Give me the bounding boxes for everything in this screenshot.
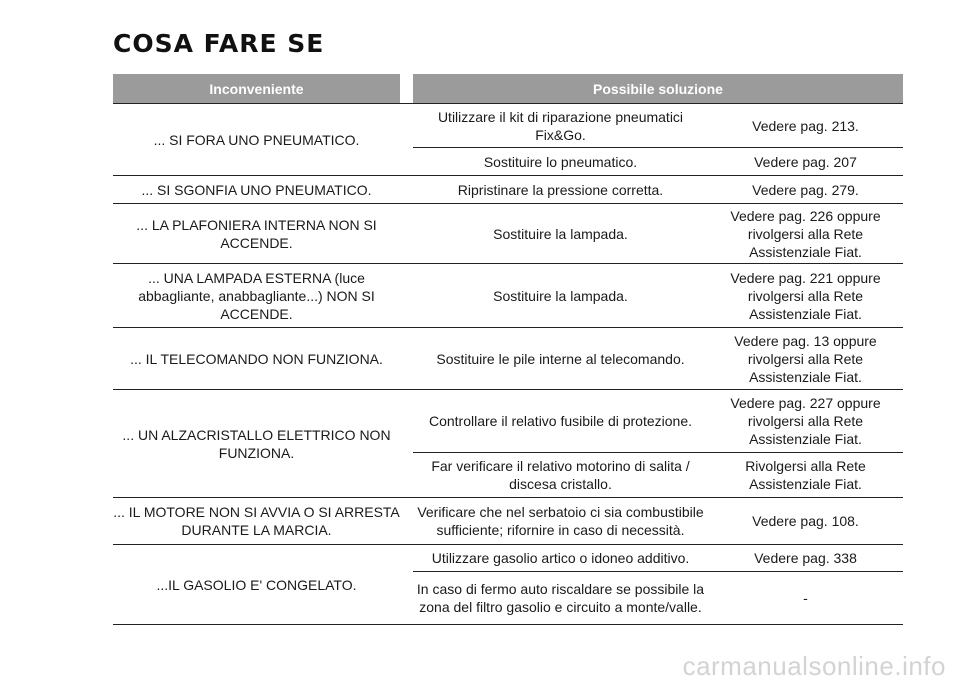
problem-cell: ... LA PLAFONIERA INTERNA NON SI ACCENDE. xyxy=(136,216,377,251)
reference-cell: Vedere pag. 279. xyxy=(752,181,859,198)
watermark: carmanualsonline.info xyxy=(682,651,946,681)
table-bottom-rule xyxy=(113,624,903,625)
solution-cell: Sostituire lo pneumatico. xyxy=(483,153,638,170)
reference-cell: Vedere pag. 207 xyxy=(754,153,857,170)
reference-cell: Vedere pag. 13 oppure rivolgersi alla Rete Assistenziale Fiat. xyxy=(734,332,877,385)
problem-cell: ...IL GASOLIO E' CONGELATO. xyxy=(156,576,357,593)
reference-cell: - xyxy=(803,590,808,606)
reference-cell: Vedere pag. 227 oppure rivolgersi alla Rete Assistenziale Fiat. xyxy=(730,395,881,447)
problem-cell: ... IL MOTORE NON SI AVVIA O SI ARRESTA DURANTE LA MARCIA. xyxy=(113,504,400,538)
solution-cell: In caso di fermo auto riscaldare se possibile la zona del filtro gasolio e circuito a monte/valle. xyxy=(416,581,705,615)
problem-cell: ... UN ALZACRISTALLO ELETTRICO NON FUNZIONA. xyxy=(122,426,391,461)
solution-cell: Controllare il relativo fusibile di protezione. xyxy=(428,413,693,429)
problem-cell: ... SI SGONFIA UNO PNEUMATICO. xyxy=(141,181,372,198)
reference-cell: Vedere pag. 338 xyxy=(754,550,857,566)
reference-cell: Vedere pag. 226 oppure rivolgersi alla Rete Assistenziale Fiat. xyxy=(730,207,881,260)
solution-cell: Utilizzare gasolio artico o idoneo additivo. xyxy=(431,550,690,566)
solution-cell: Utilizzare il kit di riparazione pneumatici Fix&Go. xyxy=(437,108,684,143)
solution-cell: Ripristinare la pressione corretta. xyxy=(457,181,664,198)
reference-cell: Rivolgersi alla Rete Assistenziale Fiat. xyxy=(745,458,866,492)
header-problem: Inconveniente xyxy=(113,74,400,103)
solution-cell: Verificare che nel serbatoio ci sia combustibile sufficiente; rifornire in caso di necessità. xyxy=(417,504,704,538)
reference-cell: Vedere pag. 108. xyxy=(752,513,859,529)
problem-cell: ... UNA LAMPADA ESTERNA (luce abbagliante, anabbagliante...) NON SI ACCENDE. xyxy=(138,269,375,322)
page-title: COSA FARE SE xyxy=(113,29,325,58)
solution-cell: Far verificare il relativo motorino di salita / discesa cristallo. xyxy=(431,458,690,492)
solution-cell: Sostituire la lampada. xyxy=(493,225,628,242)
solution-cell: Sostituire la lampada. xyxy=(493,287,628,304)
reference-cell: Vedere pag. 213. xyxy=(752,117,859,134)
solution-cell: Sostituire le pile interne al telecomando. xyxy=(436,350,685,367)
reference-cell: Vedere pag. 221 oppure rivolgersi alla Rete Assistenziale Fiat. xyxy=(730,269,881,322)
problem-cell: ... IL TELECOMANDO NON FUNZIONA. xyxy=(130,350,383,367)
problem-cell: ... SI FORA UNO PNEUMATICO. xyxy=(153,131,360,148)
header-solution: Possibile soluzione xyxy=(413,74,903,103)
